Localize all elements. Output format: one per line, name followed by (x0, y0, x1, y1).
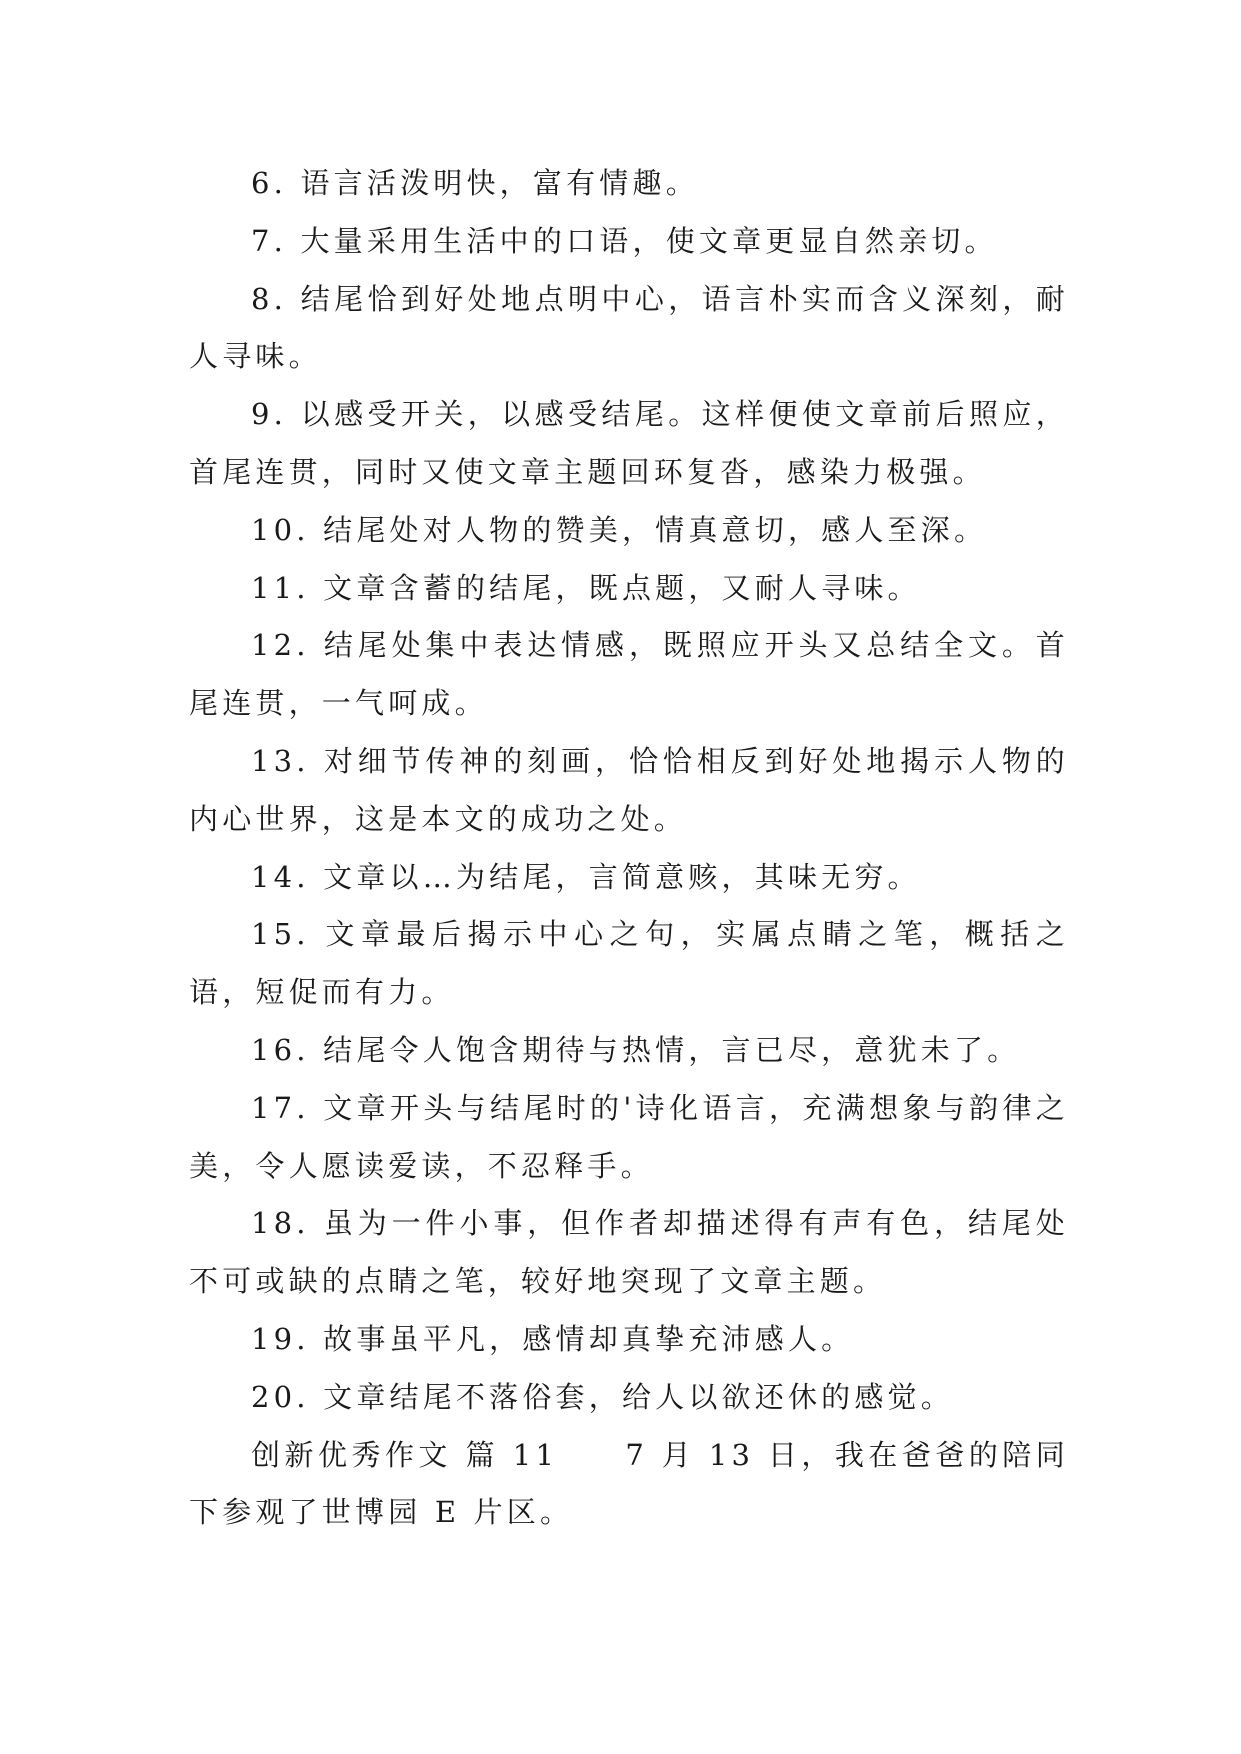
paragraph-8: 8. 结尾恰到好处地点明中心，语言朴实而含义深刻，耐人寻味。 (189, 281, 1069, 374)
paragraph-19: 19. 故事虽平凡，感情却真挚充沛感人。 (251, 1321, 855, 1356)
paragraph-6: 6. 语言活泼明快，富有情趣。 (251, 166, 699, 200)
paragraph-12: 12. 结尾处集中表达情感，既照应开头又总结全文。首尾连贯，一气呵成。 (189, 628, 1069, 721)
paragraph-13: 13. 对细节传神的刻画，恰恰相反到好处地揭示人物的内心世界，这是本文的成功之处。 (189, 743, 1069, 836)
paragraph-17: 17. 文章开头与结尾时的'诗化语言，充满想象与韵律之美，令人愿读爱读，不忍释手。 (189, 1090, 1069, 1183)
essay-intro-paragraph: 创新优秀作文 篇 11 7 月 13 日，我在爸爸的陪同下参观了世博园 E 片区。 (189, 1437, 1069, 1530)
paragraph-15: 15. 文章最后揭示中心之句，实属点睛之笔，概括之语，短促而有力。 (189, 917, 1069, 1010)
document-body (189, 155, 1069, 1542)
paragraph-7: 7. 大量采用生活中的口语，使文章更显自然亲切。 (251, 223, 998, 258)
paragraph-20: 20. 文章结尾不落俗套，给人以欲还休的感觉。 (251, 1379, 954, 1414)
paragraph-14: 14. 文章以…为结尾，言简意赅，其味无穷。 (251, 859, 921, 894)
paragraph-18: 18. 虽为一件小事，但作者却描述得有声有色，结尾处不可或缺的点睛之笔，较好地突现了文章主题。 (189, 1206, 1069, 1299)
paragraph-16: 16. 结尾令人饱含期待与热情，言已尽，意犹未了。 (251, 1032, 1021, 1067)
paragraph-10: 10. 结尾处对人物的赞美，情真意切，感人至深。 (251, 512, 988, 547)
paragraph-9: 9. 以感受开关，以感受结尾。这样便使文章前后照应，首尾连贯，同时又使文章主题回环复沓，感染力极强。 (189, 397, 1069, 489)
paragraph-11: 11. 文章含蓄的结尾，既点题，又耐人寻味。 (251, 570, 921, 605)
